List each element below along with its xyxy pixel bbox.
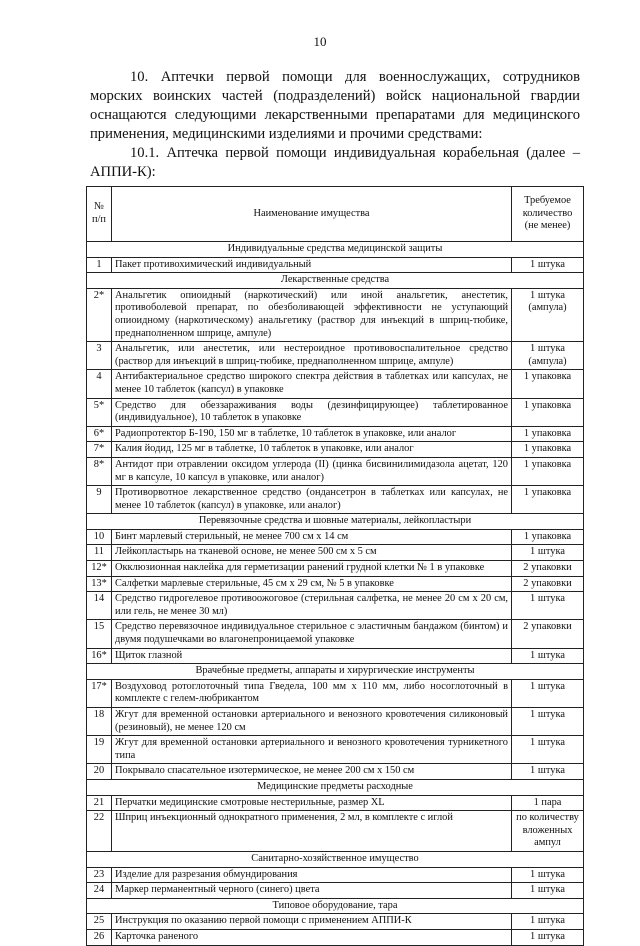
intro-paragraph: 10. Аптечки первой помощи для военнослужащих, сотрудников морских воинских частей (подразделений) войск национальной гвардии оснащаются следующими лекарственными препаратами для медицинского применения, медицинскими изделиями и прочими средствами: — [90, 69, 580, 142]
item-quantity: 1 упаковка — [512, 457, 584, 485]
item-name: Средство перевязочное индивидуальное стерильное с эластичным бандажом (бинтом) и двумя подушечками во влагонепроницаемой упаковке — [112, 620, 512, 648]
item-name: Антибактериальное средство широкого спектра действия в таблетках или капсулах, не менее 10 таблеток (капсул) в упаковке — [112, 370, 512, 398]
table-row — [87, 288, 584, 341]
item-name: Салфетки марлевые стерильные, 45 см х 29 см, № 5 в упаковке — [112, 576, 512, 592]
row-number: 15 — [87, 620, 112, 648]
row-number: 1 — [87, 257, 112, 273]
row-number: 17* — [87, 679, 112, 707]
page-number: 10 — [313, 34, 327, 49]
row-number: 18 — [87, 708, 112, 736]
table-section-row — [87, 242, 584, 258]
item-quantity: по количеству вложенных ампул — [512, 811, 584, 852]
item-quantity: 1 штука — [512, 592, 584, 620]
item-quantity: 1 штука — [512, 257, 584, 273]
row-number: 9 — [87, 486, 112, 514]
section-title: Врачебные предметы, аппараты и хирургические инструменты — [87, 664, 584, 680]
row-number: 13* — [87, 576, 112, 592]
row-number: 2* — [87, 288, 112, 341]
supplies-table — [86, 186, 584, 946]
table-row — [87, 795, 584, 811]
table-row — [87, 370, 584, 398]
item-name: Лейкопластырь на тканевой основе, не менее 500 см х 5 см — [112, 545, 512, 561]
section-title: Индивидуальные средства медицинской защиты — [87, 242, 584, 258]
table-row — [87, 529, 584, 545]
item-quantity: 2 упаковки — [512, 561, 584, 577]
table-row — [87, 929, 584, 945]
table-section-row — [87, 514, 584, 530]
table-section-row — [87, 851, 584, 867]
table-section-row — [87, 664, 584, 680]
section-title: Медицинские предметы расходные — [87, 779, 584, 795]
table-row — [87, 592, 584, 620]
table-row — [87, 708, 584, 736]
table-row — [87, 867, 584, 883]
row-number: 12* — [87, 561, 112, 577]
table-row — [87, 561, 584, 577]
item-name: Антидот при отравлении оксидом углерода (II) (цинка бисвинилимидазола ацетат, 120 мг в капсуле, 10 капсул в упаковке, или аналог) — [112, 457, 512, 485]
table-row — [87, 457, 584, 485]
header-name: Наименование имущества — [112, 187, 512, 242]
section-title: Типовое оборудование, тара — [87, 898, 584, 914]
table-row — [87, 764, 584, 780]
item-name: Окклюзионная наклейка для герметизации ранений грудной клетки № 1 в упаковке — [112, 561, 512, 577]
item-quantity: 1 штука (ампула) — [512, 288, 584, 341]
item-name: Анальгетик опиоидный (наркотический) или иной анальгетик, анестетик, противоболевой препарат, по обезболивающей эффективности не уступающий опиоидному (наркотическому) анальгетику (раствор для инъекций в шприц-тюбике, преднаполненном шприце, ампуле) — [112, 288, 512, 341]
item-name: Инструкция по оказанию первой помощи с применением АППИ-К — [112, 914, 512, 930]
header-quantity: Требуемое количество (не менее) — [512, 187, 584, 242]
item-name: Шприц инъекционный однократного применения, 2 мл, в комплекте с иглой — [112, 811, 512, 852]
table-header-row — [87, 187, 584, 242]
item-quantity: 1 упаковка — [512, 426, 584, 442]
table-section-row — [87, 898, 584, 914]
section-title: Перевязочные средства и шовные материалы, лейкопластыри — [87, 514, 584, 530]
row-number: 6* — [87, 426, 112, 442]
intro-subparagraph: 10.1. Аптечка первой помощи индивидуальная корабельная (далее – АППИ-К): — [90, 145, 580, 180]
header-number: № п/п — [87, 187, 112, 242]
item-quantity: 1 упаковка — [512, 442, 584, 458]
table-row — [87, 398, 584, 426]
row-number: 11 — [87, 545, 112, 561]
table-row — [87, 486, 584, 514]
row-number: 3 — [87, 342, 112, 370]
item-name: Изделие для разрезания обмундирования — [112, 867, 512, 883]
row-number: 14 — [87, 592, 112, 620]
table-row — [87, 811, 584, 852]
intro-text — [90, 68, 580, 182]
item-name: Жгут для временной остановки артериального и венозного кровотечения силиконовый (резиновый), не менее 120 см — [112, 708, 512, 736]
item-quantity: 2 упаковки — [512, 576, 584, 592]
item-quantity: 1 штука — [512, 929, 584, 945]
table-row — [87, 257, 584, 273]
table-row — [87, 576, 584, 592]
item-quantity: 1 штука — [512, 708, 584, 736]
row-number: 25 — [87, 914, 112, 930]
table-row — [87, 620, 584, 648]
row-number: 20 — [87, 764, 112, 780]
section-title: Санитарно-хозяйственное имущество — [87, 851, 584, 867]
item-name: Карточка раненого — [112, 929, 512, 945]
item-name: Анальгетик, или анестетик, или нестероидное противовоспалительное средство (раствор для инъекций в шприц-тюбике, преднаполненном шприце, ампуле) — [112, 342, 512, 370]
section-title: Лекарственные средства — [87, 273, 584, 289]
item-quantity: 1 штука — [512, 764, 584, 780]
item-quantity: 1 упаковка — [512, 370, 584, 398]
item-quantity: 1 штука — [512, 914, 584, 930]
item-name: Перчатки медицинские смотровые нестерильные, размер XL — [112, 795, 512, 811]
row-number: 8* — [87, 457, 112, 485]
row-number: 24 — [87, 883, 112, 899]
item-name: Калия йодид, 125 мг в таблетке, 10 таблеток в упаковке, или аналог — [112, 442, 512, 458]
table-row — [87, 883, 584, 899]
item-quantity: 1 упаковка — [512, 529, 584, 545]
row-number: 7* — [87, 442, 112, 458]
table-row — [87, 442, 584, 458]
row-number: 5* — [87, 398, 112, 426]
row-number: 19 — [87, 736, 112, 764]
item-quantity: 1 штука — [512, 736, 584, 764]
item-name: Противорвотное лекарственное средство (ондансетрон в таблетках или капсулах, не менее 10 таблеток (капсул) в упаковке, или аналог) — [112, 486, 512, 514]
item-name: Щиток глазной — [112, 648, 512, 664]
table-row — [87, 914, 584, 930]
item-quantity: 1 штука — [512, 545, 584, 561]
item-quantity: 1 упаковка — [512, 486, 584, 514]
table-row — [87, 342, 584, 370]
item-quantity: 2 упаковки — [512, 620, 584, 648]
table-row — [87, 736, 584, 764]
item-name: Средство гидрогелевое противоожоговое (стерильная салфетка, не менее 20 см х 20 см, или гель, не менее 30 мл) — [112, 592, 512, 620]
item-quantity: 1 пара — [512, 795, 584, 811]
item-quantity: 1 упаковка — [512, 398, 584, 426]
item-name: Пакет противохимический индивидуальный — [112, 257, 512, 273]
item-name: Бинт марлевый стерильный, не менее 700 см х 14 см — [112, 529, 512, 545]
item-quantity: 1 штука — [512, 883, 584, 899]
table-row — [87, 679, 584, 707]
item-quantity: 1 штука — [512, 867, 584, 883]
row-number: 16* — [87, 648, 112, 664]
item-name: Радиопротектор Б-190, 150 мг в таблетке, 10 таблеток в упаковке, или аналог — [112, 426, 512, 442]
row-number: 10 — [87, 529, 112, 545]
table-row — [87, 545, 584, 561]
item-name: Жгут для временной остановки артериального и венозного кровотечения турникетного типа — [112, 736, 512, 764]
item-name: Покрывало спасательное изотермическое, не менее 200 см х 150 см — [112, 764, 512, 780]
item-quantity: 1 штука — [512, 648, 584, 664]
table-body — [87, 242, 584, 946]
item-name: Воздуховод ротоглоточный типа Гведела, 100 мм х 110 мм, либо носоглоточный в комплекте с гелем-любрикантом — [112, 679, 512, 707]
row-number: 26 — [87, 929, 112, 945]
row-number: 4 — [87, 370, 112, 398]
row-number: 22 — [87, 811, 112, 852]
item-name: Средство для обеззараживания воды (дезинфицирующее) таблетированное (индивидуальное), 10 таблеток в упаковке — [112, 398, 512, 426]
table-section-row — [87, 273, 584, 289]
item-name: Маркер перманентный черного (синего) цвета — [112, 883, 512, 899]
row-number: 21 — [87, 795, 112, 811]
table-row — [87, 648, 584, 664]
table-row — [87, 426, 584, 442]
row-number: 23 — [87, 867, 112, 883]
item-quantity: 1 штука (ампула) — [512, 342, 584, 370]
item-quantity: 1 штука — [512, 679, 584, 707]
table-section-row — [87, 779, 584, 795]
